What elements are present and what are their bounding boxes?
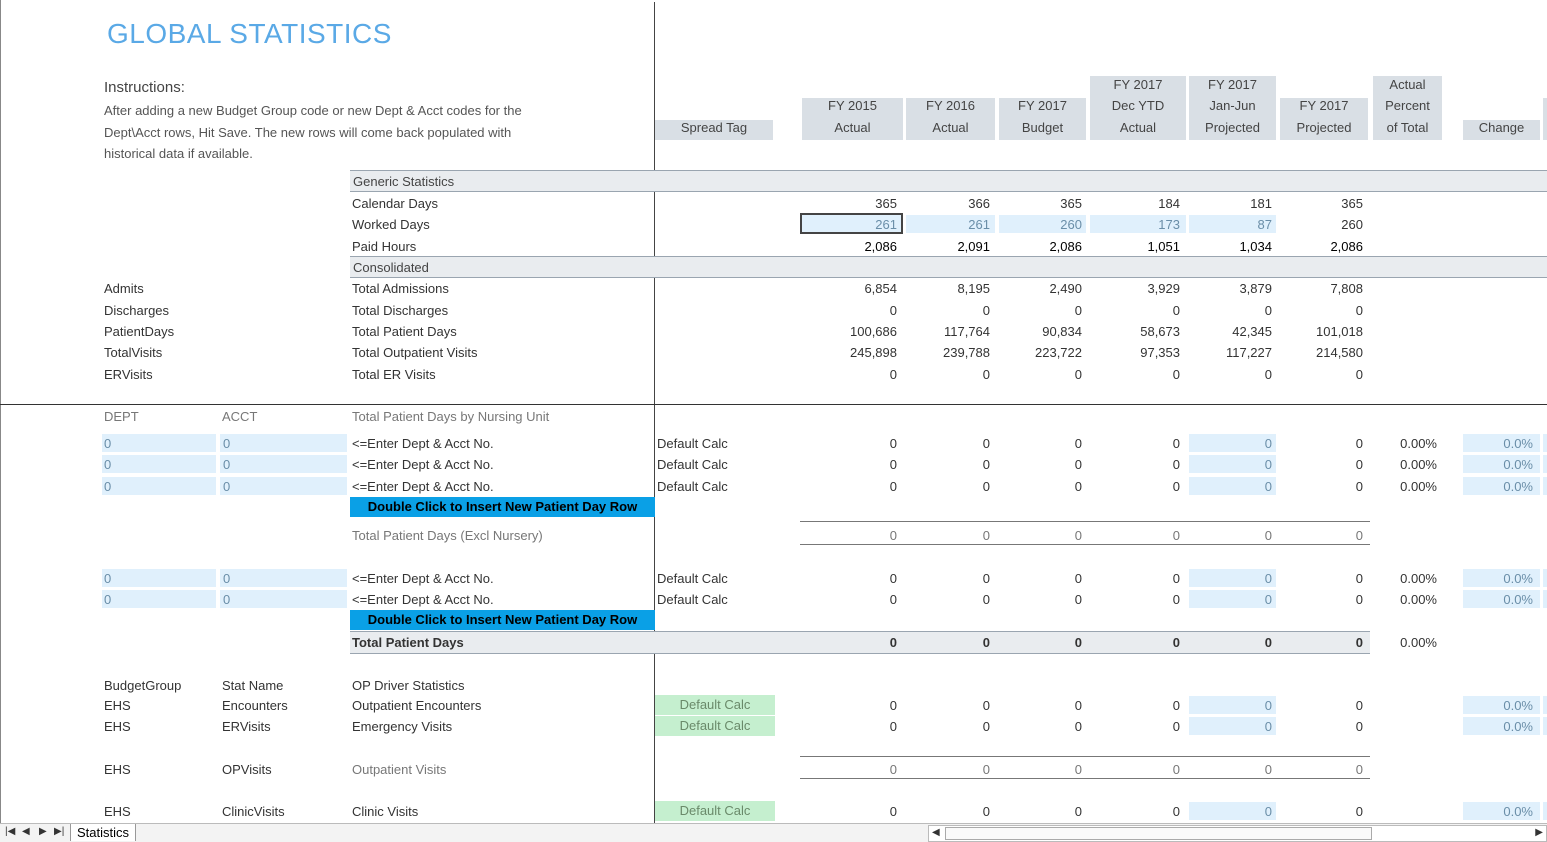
cell[interactable]: 0 <box>1172 303 1180 318</box>
cell[interactable]: 0 <box>889 804 897 819</box>
input-cell-bg <box>1189 477 1276 495</box>
cell[interactable]: 0 <box>1355 719 1363 734</box>
cell[interactable]: 1,034 <box>1239 239 1272 254</box>
stat-code: Admits <box>104 281 144 296</box>
change-input[interactable]: 0.0% <box>1503 698 1533 713</box>
scroll-thumb[interactable] <box>945 827 1372 840</box>
cell[interactable]: 239,788 <box>943 345 990 360</box>
cell[interactable]: 0 <box>889 592 897 607</box>
input-cell[interactable]: 0 <box>1264 457 1272 472</box>
spread-tag-cell[interactable]: Default Calc <box>657 479 728 494</box>
cell[interactable]: 42,345 <box>1232 324 1272 339</box>
cell[interactable]: 0 <box>889 719 897 734</box>
table-row <box>0 278 1547 299</box>
enter-dept-acct-label: <=Enter Dept & Acct No. <box>352 571 494 586</box>
input-cell-bg <box>1189 455 1276 473</box>
budget-group: EHS <box>104 804 131 819</box>
change-input[interactable]: 0.0% <box>1503 592 1533 607</box>
spread-tag-cell[interactable]: Default Calc <box>657 592 728 607</box>
input-cell[interactable]: 0 <box>1264 479 1272 494</box>
cell[interactable]: 0 <box>1355 635 1363 650</box>
dept-input[interactable]: 0 <box>104 592 112 607</box>
dept-input[interactable]: 0 <box>104 457 112 472</box>
op-driver-row <box>0 759 1547 780</box>
change-input[interactable]: 0.0% <box>1503 571 1533 586</box>
cell[interactable]: 0 <box>1172 571 1180 586</box>
cell[interactable]: 0 <box>1074 457 1082 472</box>
cell[interactable]: 0 <box>889 571 897 586</box>
table-row <box>0 236 1547 257</box>
op-driver-row <box>0 695 1547 716</box>
subtotal-top-rule <box>800 756 1370 757</box>
cell[interactable]: 0 <box>982 698 990 713</box>
cell[interactable]: 0 <box>1355 367 1363 382</box>
dept-input[interactable]: 0 <box>104 436 112 451</box>
input-cell[interactable]: 261 <box>875 217 897 232</box>
table-row <box>0 214 1547 235</box>
cell[interactable]: 0 <box>1172 457 1180 472</box>
instructions-line: historical data if available. <box>104 146 253 161</box>
enter-dept-acct-label: <=Enter Dept & Acct No. <box>352 479 494 494</box>
cell[interactable]: 0 <box>1172 698 1180 713</box>
dept-input-bg <box>102 590 216 608</box>
enter-dept-acct-label: <=Enter Dept & Acct No. <box>352 592 494 607</box>
row-label: Paid Hours <box>352 239 417 254</box>
cell[interactable]: 0 <box>1074 303 1082 318</box>
cell[interactable]: 0 <box>982 367 990 382</box>
acct-input-bg <box>220 477 347 495</box>
input-cell-bg <box>1543 802 1547 820</box>
cell[interactable]: 2,086 <box>1049 239 1082 254</box>
table-row <box>0 364 1547 385</box>
dept-header: DEPT <box>104 409 139 424</box>
cell[interactable]: 0 <box>1074 719 1082 734</box>
input-cell-bg <box>1543 434 1547 452</box>
acct-header: ACCT <box>222 409 258 424</box>
cell[interactable]: 0 <box>889 303 897 318</box>
freeze-pane-divider-horizontal <box>0 404 1547 405</box>
cell[interactable]: 0 <box>1074 635 1082 650</box>
input-cell-bg <box>1543 590 1547 608</box>
stat-name: Encounters <box>222 698 288 713</box>
cell[interactable]: 0 <box>1172 592 1180 607</box>
cell[interactable]: 2,091 <box>957 239 990 254</box>
change-input[interactable]: 0.0% <box>1503 804 1533 819</box>
cell[interactable]: 0 <box>982 479 990 494</box>
acct-input[interactable]: 0 <box>223 592 231 607</box>
instructions-line: Dept\Acct rows, Hit Save. The new rows will come back populated with <box>104 125 512 140</box>
input-cell-bg <box>1189 590 1276 608</box>
input-cell-bg <box>1543 455 1547 473</box>
cell[interactable]: 0 <box>1355 571 1363 586</box>
input-cell-bg <box>1543 717 1547 735</box>
input-cell-bg <box>1189 434 1276 452</box>
change-input[interactable]: 0.0% <box>1503 436 1533 451</box>
col-header-fy2017-jan-jun[interactable]: FY 2017 Jan-Jun Projected <box>1189 76 1276 140</box>
acct-input[interactable]: 0 <box>223 436 231 451</box>
row-label: Outpatient Encounters <box>352 698 482 713</box>
acct-input-bg <box>220 569 347 587</box>
nursing-unit-row <box>0 454 1547 475</box>
enter-dept-acct-label: <=Enter Dept & Acct No. <box>352 436 494 451</box>
row-label: Emergency Visits <box>352 719 453 734</box>
acct-input[interactable]: 0 <box>223 457 231 472</box>
enter-dept-acct-label: <=Enter Dept & Acct No. <box>352 457 494 472</box>
col-header-spread-tag[interactable]: Spread Tag <box>655 120 773 140</box>
input-cell[interactable]: 0 <box>1264 571 1272 586</box>
cell[interactable]: 0 <box>1355 804 1363 819</box>
cell[interactable]: 365 <box>1060 196 1082 211</box>
col-header-change[interactable]: Change <box>1463 120 1540 140</box>
cell[interactable]: 0 <box>1172 479 1180 494</box>
cell[interactable]: 0 <box>889 457 897 472</box>
cell[interactable]: 2,490 <box>1049 281 1082 296</box>
total-row <box>0 632 1547 653</box>
subtotal-row <box>0 525 1547 546</box>
input-cell[interactable]: 0 <box>1264 436 1272 451</box>
cell[interactable]: 100,686 <box>850 324 897 339</box>
input-cell[interactable]: 0 <box>1264 804 1272 819</box>
cell[interactable]: 0 <box>1172 804 1180 819</box>
scroll-left-icon[interactable]: ◀ <box>932 827 940 838</box>
cell[interactable]: 214,580 <box>1316 345 1363 360</box>
cell[interactable]: 0 <box>889 528 897 543</box>
stat-code: TotalVisits <box>104 345 163 360</box>
cell[interactable]: 0 <box>1264 635 1272 650</box>
input-cell-bg <box>1543 477 1547 495</box>
cell[interactable]: 223,722 <box>1035 345 1082 360</box>
dept-input-bg <box>102 434 216 452</box>
subtotal-top-rule <box>800 521 1370 522</box>
stat-name-header: Stat Name <box>222 678 284 693</box>
row-label: Total Outpatient Visits <box>352 345 478 360</box>
col-header-edge <box>1543 98 1547 140</box>
stat-name: OPVisits <box>222 762 272 777</box>
subtotal-bottom-rule <box>800 544 1370 545</box>
percent-cell[interactable]: 0.00% <box>1400 592 1437 607</box>
percent-cell[interactable]: 0.00% <box>1400 436 1437 451</box>
table-row <box>0 193 1547 214</box>
cell[interactable]: 0 <box>1264 303 1272 318</box>
input-cell-bg <box>1189 696 1276 714</box>
stat-code: PatientDays <box>104 324 175 339</box>
cell[interactable]: 0 <box>982 528 990 543</box>
spread-tag-cell[interactable]: Default Calc <box>657 571 728 586</box>
cell[interactable]: 0 <box>1074 436 1082 451</box>
budgetgroup-header: BudgetGroup <box>104 678 182 693</box>
cell[interactable]: 0 <box>1172 719 1180 734</box>
col-header-fy2017-projected[interactable]: FY 2017 Projected <box>1280 98 1368 140</box>
cell[interactable]: 3,929 <box>1147 281 1180 296</box>
percent-cell[interactable]: 0.00% <box>1400 457 1437 472</box>
cell[interactable]: 1,051 <box>1147 239 1180 254</box>
spread-tag-cell[interactable]: Default Calc <box>655 801 775 821</box>
budget-group: EHS <box>104 719 131 734</box>
cell[interactable]: 0 <box>982 635 990 650</box>
cell[interactable]: 0 <box>1172 436 1180 451</box>
cell[interactable]: 0 <box>1355 436 1363 451</box>
cell[interactable]: 117,227 <box>1225 345 1272 360</box>
table-row <box>0 342 1547 363</box>
cell[interactable]: 7,808 <box>1330 281 1363 296</box>
col-header-fy2017-budget[interactable]: FY 2017 Budget <box>999 98 1086 140</box>
row-label: Outpatient Visits <box>352 762 447 777</box>
cell[interactable]: 3,879 <box>1239 281 1272 296</box>
cell[interactable]: 0 <box>1355 592 1363 607</box>
cell[interactable]: 0 <box>1074 367 1082 382</box>
budget-group: EHS <box>104 698 131 713</box>
cell[interactable]: 0 <box>889 436 897 451</box>
cell[interactable]: 0 <box>982 571 990 586</box>
percent-cell[interactable]: 0.00% <box>1400 571 1437 586</box>
page-title: GLOBAL STATISTICS <box>107 18 392 49</box>
acct-input-bg <box>220 455 347 473</box>
total-label: Total Patient Days <box>352 635 464 650</box>
nursing-unit-row <box>0 433 1547 454</box>
cell[interactable]: 0 <box>982 719 990 734</box>
col-header-percent-of-total[interactable]: Actual Percent of Total <box>1373 76 1442 140</box>
cell[interactable]: 0 <box>1074 804 1082 819</box>
section-op-driver: OP Driver Statistics <box>352 678 465 693</box>
change-input[interactable]: 0.0% <box>1503 457 1533 472</box>
percent-cell[interactable]: 0.00% <box>1400 479 1437 494</box>
acct-input[interactable]: 0 <box>223 479 231 494</box>
cell[interactable]: 0 <box>1172 762 1180 777</box>
cell[interactable]: 0 <box>1172 528 1180 543</box>
dept-input[interactable]: 0 <box>104 479 112 494</box>
input-cell-bg <box>1189 569 1276 587</box>
cell[interactable]: 6,854 <box>864 281 897 296</box>
sheet-tab-statistics[interactable]: Statistics <box>70 824 136 841</box>
row-label: Total ER Visits <box>352 367 436 382</box>
col-header-fy2017-dec-ytd[interactable]: FY 2017 Dec YTD Actual <box>1090 76 1186 140</box>
stat-name: ClinicVisits <box>222 804 285 819</box>
input-cell[interactable]: 173 <box>1158 217 1180 232</box>
horizontal-scrollbar[interactable] <box>928 825 1547 842</box>
cell[interactable]: 0 <box>982 303 990 318</box>
row-label: Total Admissions <box>352 281 449 296</box>
stat-code: Discharges <box>104 303 170 318</box>
sheet-tab-bar <box>0 823 1547 842</box>
stat-name: ERVisits <box>222 719 271 734</box>
input-cell[interactable]: 261 <box>968 217 990 232</box>
cell[interactable]: 366 <box>968 196 990 211</box>
cell[interactable]: 0 <box>1074 762 1082 777</box>
insert-patient-day-row-button[interactable]: Double Click to Insert New Patient Day Row <box>350 497 655 517</box>
cell[interactable]: 2,086 <box>864 239 897 254</box>
subtotal-label: Total Patient Days (Excl Nursery) <box>352 528 543 543</box>
cell[interactable]: 0 <box>1355 303 1363 318</box>
cell[interactable]: 117,764 <box>943 324 990 339</box>
table-row <box>0 321 1547 342</box>
cell[interactable]: 181 <box>1250 196 1272 211</box>
cell[interactable]: 97,353 <box>1140 345 1180 360</box>
cell[interactable]: 0 <box>1172 367 1180 382</box>
dept-input-bg <box>102 569 216 587</box>
acct-input-bg <box>220 434 347 452</box>
cell[interactable]: 0 <box>982 592 990 607</box>
cell[interactable]: 0 <box>889 635 897 650</box>
cell[interactable]: 0 <box>1172 635 1180 650</box>
row-label: Total Patient Days <box>352 324 457 339</box>
cell[interactable]: 0 <box>1074 571 1082 586</box>
table-row <box>0 300 1547 321</box>
input-cell[interactable]: 260 <box>1060 217 1082 232</box>
input-cell-bg <box>1543 696 1547 714</box>
cell[interactable]: 0 <box>982 804 990 819</box>
input-cell-bg <box>1543 569 1547 587</box>
nursing-header-row <box>0 406 1547 427</box>
scroll-right-icon[interactable]: ▶ <box>1535 827 1543 838</box>
section-consolidated: Consolidated <box>350 256 1547 278</box>
nursing-unit-row <box>0 568 1547 589</box>
op-driver-row <box>0 801 1547 822</box>
cell[interactable]: 90,834 <box>1042 324 1082 339</box>
cell[interactable]: 0 <box>1074 528 1082 543</box>
cell[interactable]: 2,086 <box>1330 239 1363 254</box>
input-cell[interactable]: 0 <box>1264 592 1272 607</box>
section-generic-statistics: Generic Statistics <box>350 170 1547 192</box>
cell[interactable]: 0 <box>889 367 897 382</box>
cell[interactable]: 0 <box>1355 698 1363 713</box>
row-label: Worked Days <box>352 217 430 232</box>
row-label: Calendar Days <box>352 196 438 211</box>
cell[interactable]: 0 <box>1355 762 1363 777</box>
input-cell[interactable]: 87 <box>1257 217 1272 232</box>
cell[interactable]: 365 <box>875 196 897 211</box>
cell[interactable]: 0 <box>1355 528 1363 543</box>
cell[interactable]: 0 <box>1074 698 1082 713</box>
first-sheet-icon[interactable]: |◀ <box>5 826 16 837</box>
cell[interactable]: 245,898 <box>850 345 897 360</box>
cell[interactable]: 0 <box>1264 528 1272 543</box>
cell[interactable]: 365 <box>1341 196 1363 211</box>
stat-code: ERVisits <box>104 367 153 382</box>
input-cell[interactable]: 0 <box>1264 698 1272 713</box>
dept-input-bg <box>102 477 216 495</box>
cell[interactable]: 58,673 <box>1140 324 1180 339</box>
last-sheet-icon[interactable]: ▶| <box>54 826 65 837</box>
cell[interactable]: 0 <box>889 698 897 713</box>
cell[interactable]: 0 <box>982 436 990 451</box>
acct-input-bg <box>220 590 347 608</box>
dept-input[interactable]: 0 <box>104 571 112 586</box>
cell[interactable]: 0 <box>1264 367 1272 382</box>
row-label: Total Discharges <box>352 303 449 318</box>
cell[interactable]: 260 <box>1341 217 1363 232</box>
nursing-unit-row <box>0 476 1547 497</box>
input-cell-bg <box>1189 717 1276 735</box>
next-sheet-icon[interactable]: ▶ <box>39 826 47 837</box>
op-header-row <box>0 675 1547 696</box>
cell[interactable]: 0 <box>982 457 990 472</box>
cell[interactable]: 0 <box>1355 479 1363 494</box>
nursing-unit-row <box>0 589 1547 610</box>
cell[interactable]: 184 <box>1158 196 1180 211</box>
spread-tag-cell[interactable]: Default Calc <box>655 695 775 715</box>
cell[interactable]: 8,195 <box>957 281 990 296</box>
cell[interactable]: 0 <box>982 762 990 777</box>
budget-group: EHS <box>104 762 131 777</box>
cell[interactable]: 101,018 <box>1316 324 1363 339</box>
cell[interactable]: 0 <box>889 762 897 777</box>
insert-patient-day-row-button[interactable]: Double Click to Insert New Patient Day Row <box>350 610 655 630</box>
section-nursing-unit: Total Patient Days by Nursing Unit <box>352 409 550 424</box>
change-input[interactable]: 0.0% <box>1503 719 1533 734</box>
percent-cell[interactable]: 0.00% <box>1400 635 1437 650</box>
spread-tag-cell[interactable]: Default Calc <box>657 436 728 451</box>
instructions-line: After adding a new Budget Group code or new Dept & Acct codes for the <box>104 103 522 118</box>
col-header-fy2016-actual[interactable]: FY 2016 Actual <box>906 98 995 140</box>
change-input[interactable]: 0.0% <box>1503 479 1533 494</box>
input-cell-bg <box>1189 802 1276 820</box>
cell[interactable]: 0 <box>1355 457 1363 472</box>
acct-input[interactable]: 0 <box>223 571 231 586</box>
col-header-fy2015-actual[interactable]: FY 2015 Actual <box>802 98 903 140</box>
dept-input-bg <box>102 455 216 473</box>
op-driver-row <box>0 716 1547 737</box>
cell[interactable]: 0 <box>889 479 897 494</box>
spread-tag-cell[interactable]: Default Calc <box>657 457 728 472</box>
input-cell[interactable]: 0 <box>1264 719 1272 734</box>
subtotal-bottom-rule <box>800 778 1370 779</box>
row-label: Clinic Visits <box>352 804 419 819</box>
instructions-heading: Instructions: <box>104 79 185 96</box>
cell[interactable]: 0 <box>1074 592 1082 607</box>
cell[interactable]: 0 <box>1264 762 1272 777</box>
cell[interactable]: 0 <box>1074 479 1082 494</box>
prev-sheet-icon[interactable]: ◀ <box>22 826 30 837</box>
spread-tag-cell[interactable]: Default Calc <box>655 716 775 736</box>
